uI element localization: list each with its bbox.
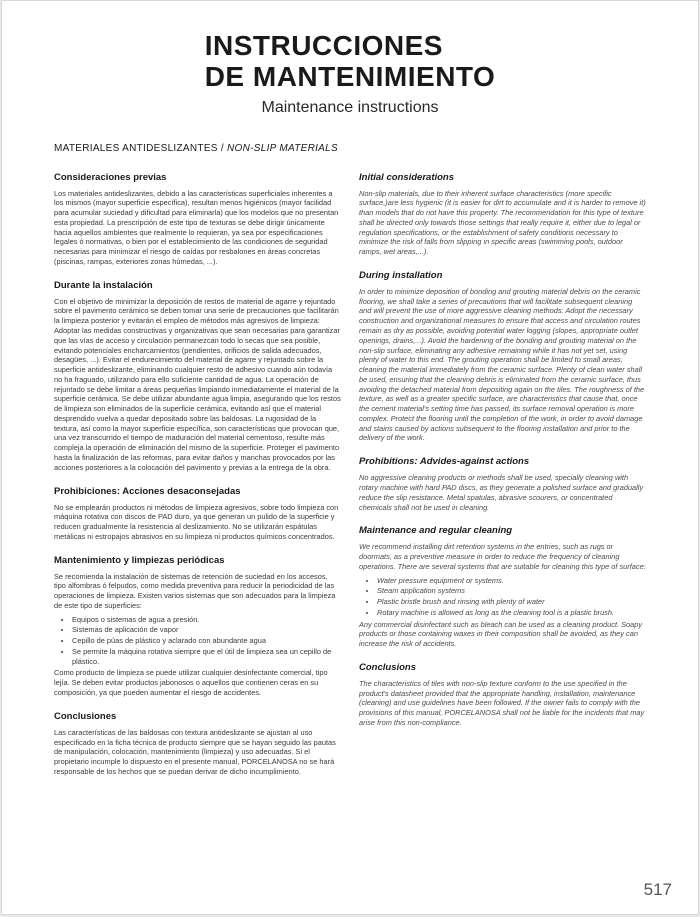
page-subtitle: Maintenance instructions bbox=[261, 98, 439, 116]
section-paragraph: The characteristics of tiles with non-slip texture conform to the use specified in the product's datasheet provided that the appropriate handling, installation, maintenance (cleaning) and use guidelines have been followed. If the owner fails to comply with the provisions of this manual, PORCELANOSA shall not be liable for the incidents that may arise from this non-compliance. bbox=[359, 678, 645, 727]
bullet-list bbox=[359, 576, 646, 618]
section-paragraph: Como producto de limpieza se puede utilizar cualquier desinfectante comercial, tipo lejía. Se deben evitar productos jabonosos o aquellos que contienen ceras en su composición, ya que pueden aumentar el riesgo de accidentes. bbox=[54, 668, 328, 697]
section-heading: Prohibitions: Advides-against actions bbox=[359, 456, 530, 468]
section-heading: Conclusiones bbox=[54, 710, 117, 722]
section-heading: Conclusions bbox=[359, 661, 417, 673]
bullet-item: • Plastic bristle brush and rinsing with plenty of water bbox=[377, 597, 646, 607]
section-paragraph: We recommend installing dirt retention systems in the entries, such as rugs or doormats, as a preventive measure in order to reduce the frequency of cleaning operations. There are several systems that are suitable for cleaning this type of surface: bbox=[359, 542, 646, 571]
section-consideraciones-previas bbox=[54, 172, 341, 267]
section-initial-considerations bbox=[359, 172, 646, 257]
two-column-layout bbox=[54, 172, 646, 781]
bullet-item: • Se permite la máquina rotativa siempre que el útil de limpieza sea un cepillo de plástico. bbox=[72, 647, 341, 667]
section-maintenance bbox=[359, 525, 646, 649]
section-paragraph: No aggressive cleaning products or methods shall be used, specially cleaning with rotary machine with hard PAD discs, as they generate a polished surface and gradually reduce the slip resistance. Metal spatulas, abrasive scourers, or concentrated chemicals shall not be used in cleaning. bbox=[359, 473, 644, 512]
bullet-item: • Rotary machine is allowed as long as the cleaning tool is a plastic brush. bbox=[377, 608, 646, 618]
section-prohibitions bbox=[359, 456, 646, 512]
section-prohibiciones bbox=[54, 486, 341, 542]
section-heading: Durante la instalación bbox=[54, 279, 153, 291]
section-paragraph: Any commercial disinfectant such as bleach can be used as a cleaning product. Soapy products or those containing waxes in their composition shall be avoided, as they can increase the risk of accidents. bbox=[359, 619, 643, 649]
section-heading: Prohibiciones: Acciones desaconsejadas bbox=[54, 485, 241, 497]
section-paragraph: Se recomienda la instalación de sistemas de retención de suciedad en los accesos, tipo alfombras ó felpudos, como medida preventiva para reducir la periodicidad de las operaciones de limpieza. Existen varios sistemas que son adecuados para la limpieza de este tipo de superficies: bbox=[54, 571, 336, 610]
bullet-item: • Water pressure equipment or systems. bbox=[377, 576, 646, 586]
document-content bbox=[2, 143, 698, 781]
document-page bbox=[1, 0, 699, 915]
section-mantenimiento bbox=[54, 555, 341, 698]
section-heading: Mantenimiento y limpiezas periódicas bbox=[54, 554, 225, 566]
section-paragraph: Las características de las baldosas con textura antideslizante se ajustan al uso especificado en la ficha técnica de producto siempre que se hayan seguido las pautas de manipulación, colocación, mantenimiento (limpieza) y uso adecuadas. Si el propietario incumple lo dispuesto en el presente manual, PORCELANOSA no se hará responsable de los hechos que se puedan derivar de dicho incumplimiento. bbox=[54, 727, 336, 776]
section-heading: Initial considerations bbox=[359, 171, 455, 183]
section-header-spanish: MATERIALES ANTIDESLIZANTES / bbox=[54, 142, 224, 154]
section-during-installation bbox=[359, 270, 646, 443]
document-header bbox=[205, 31, 496, 117]
section-paragraph: No se emplearán productos ni métodos de limpieza agresivos, sobre todo limpieza con máquina rotativa con discos de PAD duro, ya que generan un pulido de la superficie y reducen gradualmente la resistencia al deslizamiento. No se utilizarán espátulas metálicas ni estropajos abrasivos en su limpieza ni productos químicos concentrados. bbox=[54, 502, 339, 541]
page-title-line-1: INSTRUCCIONES bbox=[204, 30, 443, 61]
section-heading: Consideraciones previas bbox=[54, 171, 167, 183]
section-header bbox=[54, 143, 646, 154]
page-number: 517 bbox=[643, 880, 672, 899]
section-heading: Maintenance and regular cleaning bbox=[359, 525, 513, 537]
section-paragraph: Los materiales antideslizantes, debido a las características superficiales inherentes a los mismos (mayor superficie específica), resultan menos higiénicos (mayor facilidad para acumular suciedad y dificultad para eliminarla) que los modelos que no presentan esta propiedad. La prescripción de este tipo de texturas se debe dirigir únicamente hacia aquellos ambientes que realmente lo requieran, ya sea por especificaciones legales ó normativas, o bien por el establecimiento de las condiciones de seguridad necesarias para minimizar el riesgo de caídas por resbalones en áreas concretas (piscinas, rampas, exteriores zonas húmedas, ...). bbox=[54, 188, 339, 266]
page-title-line-2: DE MANTENIMIENTO bbox=[204, 60, 496, 92]
bullet-item: • Steam application systems bbox=[377, 586, 646, 596]
section-header-english: NON-SLIP MATERIALS bbox=[223, 142, 338, 154]
section-paragraph: In order to minimize deposition of bonding and grouting material debris on the ceramic flooring, we shall take a series of precautions that will facilitate subsequent cleaning and will prevent the use of more aggressive cleaning methods: Adopt the necessary construction and organizational measures to ensure that access and circulation routes remain as dry as possible, avoiding potential water logging (slopes, appropriate outlet openings, drains,...). Avoid the hardening of the bonding and grouting material on the non-slip surface, eliminating any adhesive remaining while it has not yet set, using plenty of water to this end. The grouting operation shall be limited to small areas, cleaning the material immediately from the ceramic surface. Plenty of clean water shall be used, ensuring that the cleaning debris is eliminated from the ceramic surface, thus avoiding the detached material from depositing again on the tiles. The roughness of the texture, as well as a greater specific surface, are characteristics that cause that, once the cement material's setting time has passed, its surface removal operation is more complex. Protect the flooring until the completion of the work, in order to avoid damage and stains caused by actions subsequent to the flooring installation and prior to the delivery of the work. bbox=[359, 286, 645, 443]
english-column bbox=[359, 172, 646, 781]
bullet-list bbox=[54, 615, 341, 667]
section-durante-la-instalacion bbox=[54, 280, 341, 473]
section-paragraph: Non-slip materials, due to their inherent surface characteristics (more specific surface,)are less hygienic (it is easier for dirt to accumulate and it is harder to remove it) than models that do not have this property. The recommendation for this type of texture shall be directed only towards those settings that really require it, either due to legal or regulation specifications, or the establishment of safety conditions necessary to minimize the risk of falls from slipping in specific areas (swimming pools, outdoor ramps, wet areas,...). bbox=[359, 188, 646, 257]
bullet-item: • Sistemas de aplicación de vapor bbox=[72, 625, 341, 635]
section-heading: During installation bbox=[359, 269, 443, 281]
spanish-column bbox=[54, 172, 341, 781]
bullet-item: • Cepillo de púas de plástico y aclarado con abundante agua bbox=[72, 636, 341, 646]
section-conclusiones bbox=[54, 711, 341, 777]
section-conclusions bbox=[359, 662, 646, 728]
section-paragraph: Con el objetivo de minimizar la deposición de restos de material de agarre y rejuntado sobre el pavimento cerámico se deben tomar una serie de precauciones que facilitarán la limpieza posterior y evitarán el empleo de métodos más agresivos de limpieza: Adoptar las medidas constructivas y organizativas que sean necesarias para garantizar que las vías de acceso y circulación permanezcan todo lo secas que sea posible, evitando potenciales encharcamientos (pendientes, orificios de salida adecuados, desagües, ...). Evitar el endurecimiento del material de agarre y rejuntado sobre la superficie antideslizante, eliminando cualquier resto de adhesivo cuando aún todavía no ha fraguado, utilizando para ello suficiente cantidad de agua. La operación de rejuntado se debe limitar a áreas pequeñas limpiando inmediatamente el material de la superficie cerámica. Se debe utilizar abundante agua limpia, asegurando que los restos de limpieza son eliminados de la superficie cerámica, evitando así que el material desprendido vuelva a quedar depositado sobre las baldosas. La rugosidad de la textura, así como la mayor superficie específica, son características que provocan que, una vez transcurrido el tiempo de maduración del material cementoso, resulte más compleja la operación de eliminación del mismo de la superficie. Proteger el pavimento hasta la finalización de las reformas, para evitar daños y manchas provocados por las acciones posteriores a la colocación del pavimento y previas a la entrega de la obra. bbox=[54, 296, 341, 472]
bullet-item: • Equipos o sistemas de agua a presión. bbox=[72, 615, 341, 625]
